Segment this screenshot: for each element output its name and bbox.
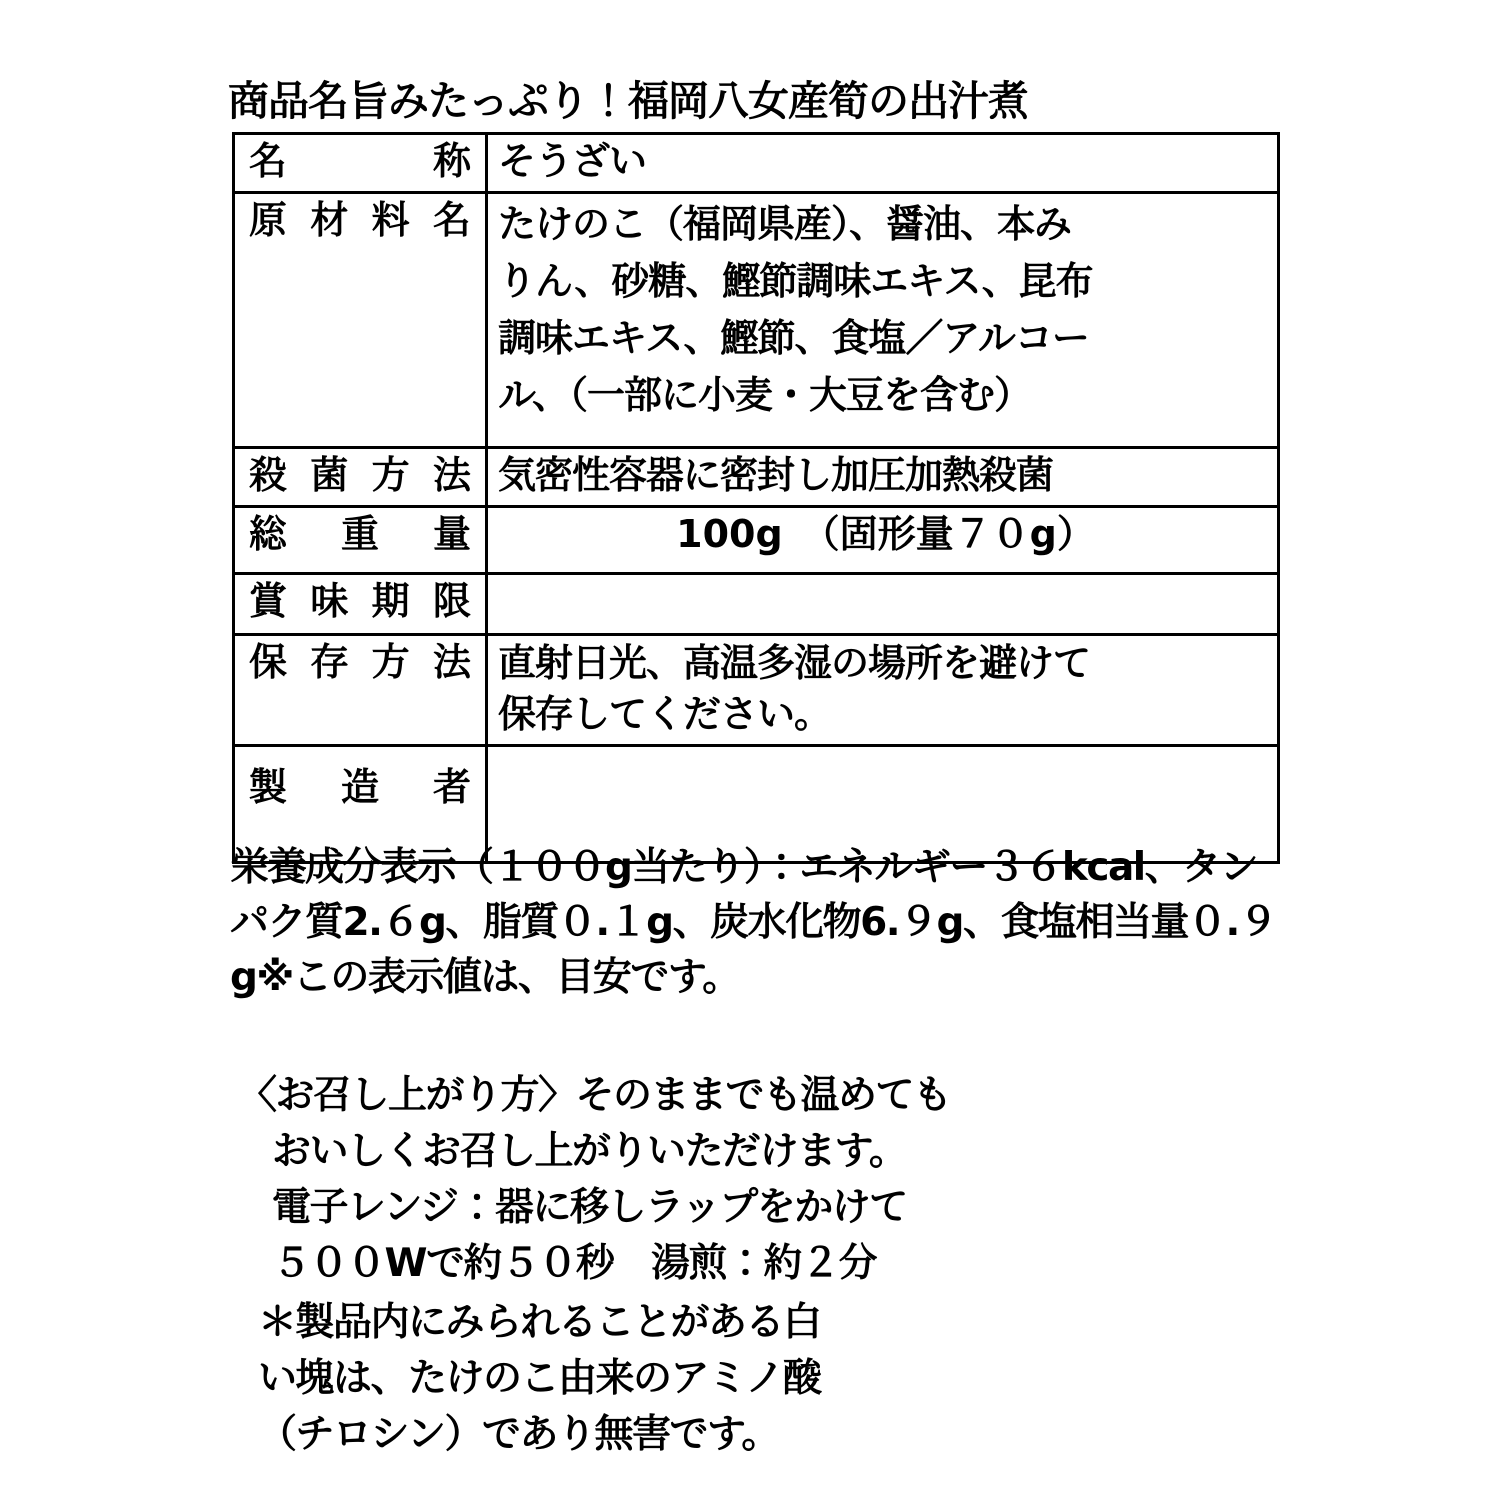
- product-name-label: 商品名: [228, 77, 348, 125]
- product-note-line: （チロシン）であり無害です。: [258, 1412, 779, 1457]
- row-label-best-before: 賞味期限: [234, 574, 487, 635]
- how-to-eat-line: ５００Wで約５０秒 湯煎：約２分: [272, 1241, 877, 1286]
- product-note-line: い塊は、たけのこ由来のアミノ酸: [258, 1356, 821, 1401]
- table-row: [234, 134, 1279, 193]
- how-to-eat-line: 〈お召し上がり方〉そのままでも温めても: [238, 1073, 951, 1118]
- table-row: [234, 635, 1279, 746]
- how-to-eat-line: おいしくお召し上がりいただけます。: [272, 1129, 907, 1174]
- row-value-storage: [487, 635, 1279, 746]
- storage-line: 直射日光、高温多湿の場所を避けて: [498, 641, 1091, 685]
- ingredient-line: たけのこ（福岡県産）、醤油、本み: [498, 202, 1072, 246]
- nutrition-facts-text: 栄養成分表示（１００g当たり）：エネルギー３６kcal、タンパク質2.６g、脂質０.１g、炭水化物6.９g、食塩相当量０.９g※この表示値は、目安です。: [230, 845, 1277, 1000]
- table-row: [234, 193, 1279, 448]
- ingredient-line: ル、（一部に小麦・大豆を含む）: [498, 373, 1031, 417]
- product-note-block: [258, 1295, 1318, 1463]
- product-info-table: [232, 132, 1280, 864]
- row-value-name: そうざい: [487, 134, 1279, 193]
- row-label-manufacturer: 製 造 者: [234, 746, 487, 863]
- row-value-total-weight: 100g （固形量７０g）: [487, 507, 1279, 574]
- ingredient-line: 調味エキス、鰹節、食塩／アルコー: [498, 316, 1089, 360]
- row-label-name: 名 称: [234, 134, 487, 193]
- table-row: [234, 574, 1279, 635]
- table-row: [234, 507, 1279, 574]
- how-to-eat-block: [238, 1068, 1298, 1292]
- row-label-total-weight: 総 重 量: [234, 507, 487, 574]
- storage-line: 保存してください。: [498, 692, 832, 736]
- product-note-line: ＊製品内にみられることがある白: [258, 1300, 821, 1345]
- row-value-best-before: [487, 574, 1279, 635]
- row-value-ingredients: [487, 193, 1279, 448]
- row-label-sterilization: 殺菌方法: [234, 448, 487, 507]
- how-to-eat-line: 電子レンジ：器に移しラップをかけて: [272, 1185, 907, 1230]
- row-label-ingredients: 原材料名: [234, 193, 487, 448]
- ingredient-line: りん、砂糖、鰹節調味エキス、昆布: [498, 259, 1093, 303]
- table-row: [234, 448, 1279, 507]
- row-label-storage: 保存方法: [234, 635, 487, 746]
- product-name-line: [228, 78, 1288, 124]
- product-name-value: 旨みたっぷり！福岡八女産筍の出汁煮: [348, 77, 1028, 125]
- row-value-sterilization: 気密性容器に密封し加圧加熱殺菌: [487, 448, 1279, 507]
